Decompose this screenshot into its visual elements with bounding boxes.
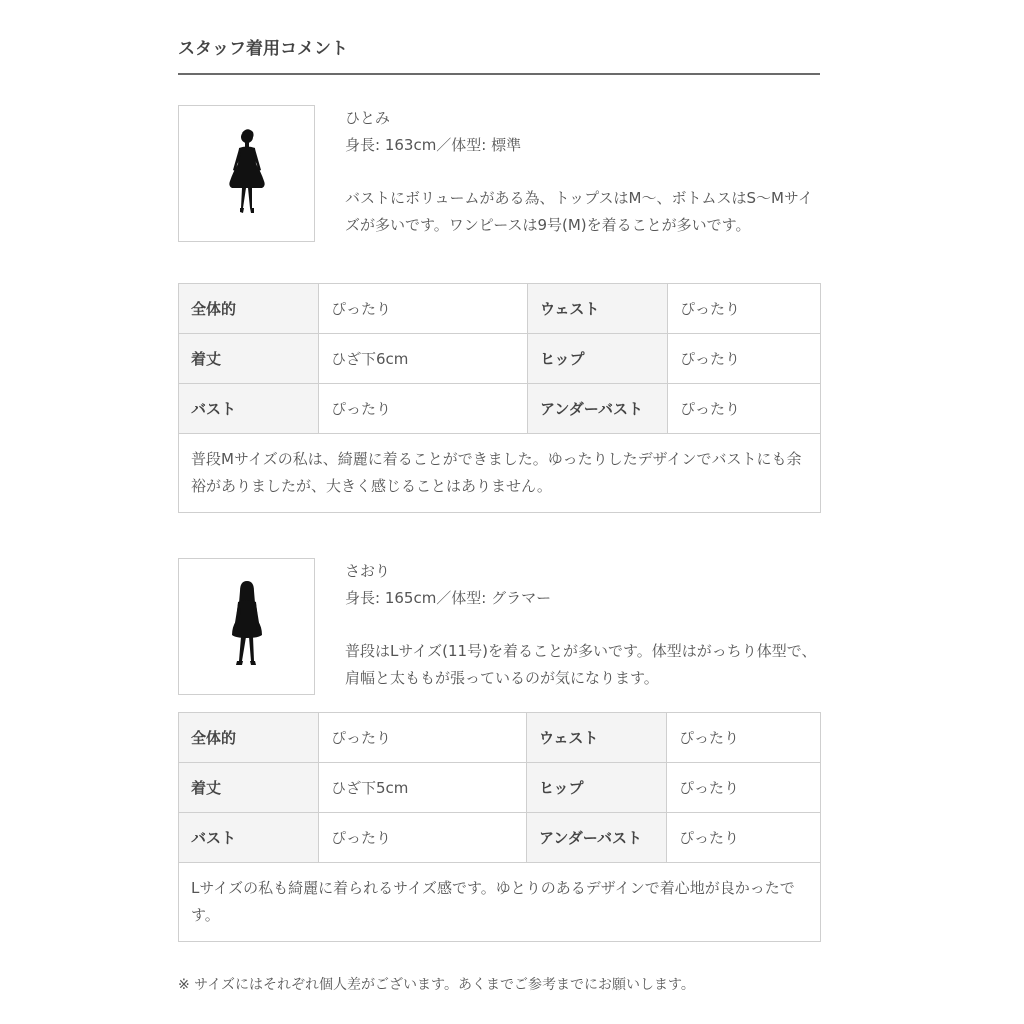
fit-value-length: ひざ下5cm <box>319 763 527 813</box>
fit-label-bust: バスト <box>179 813 319 863</box>
table-row <box>179 284 821 334</box>
staff-body-info: 身長: 165cm／体型: グラマー <box>345 589 552 607</box>
fit-label-bust: バスト <box>179 384 319 434</box>
fit-value-waist: ぴったり <box>668 284 821 334</box>
fit-value-hip: ぴったり <box>667 763 821 813</box>
fit-label-underbust: アンダーバスト <box>528 384 668 434</box>
staff-size-comment: バストにボリュームがある為、トップスはM〜、ボトムスはS〜Mサイズが多いです。ワンピースは9号(M)を着ることが多いです。 <box>345 189 813 234</box>
section-title: スタッフ着用コメント <box>178 39 348 59</box>
title-divider <box>178 73 820 75</box>
fit-value-overall: ぴったり <box>319 284 528 334</box>
table-row <box>179 863 821 942</box>
fit-label-length: 着丈 <box>179 334 319 384</box>
table-row <box>179 813 821 863</box>
fit-label-hip: ヒップ <box>528 334 668 384</box>
staff-entry-saori <box>178 558 820 958</box>
size-disclaimer: ※ サイズにはそれぞれ個人差がございます。あくまでご参考までにお願いします。 <box>178 977 695 993</box>
fit-value-underbust: ぴったり <box>667 813 821 863</box>
staff-name: ひとみ <box>345 109 391 127</box>
fit-label-waist: ウェスト <box>528 284 668 334</box>
woman-long-hair-silhouette-icon <box>222 577 272 677</box>
fit-label-waist: ウェスト <box>527 713 667 763</box>
fit-label-hip: ヒップ <box>527 763 667 813</box>
staff-name: さおり <box>345 562 391 580</box>
fit-note: 普段Mサイズの私は、綺麗に着ることができました。ゆったりしたデザインでバストにも余裕がありましたが、大きく感じることはありません。 <box>179 434 821 513</box>
fit-note: Lサイズの私も綺麗に着られるサイズ感です。ゆとりのあるデザインで着心地が良かったです。 <box>179 863 821 942</box>
staff-photo <box>178 558 315 695</box>
fit-label-overall: 全体的 <box>179 284 319 334</box>
fit-value-waist: ぴったり <box>667 713 821 763</box>
staff-size-comment: 普段はLサイズ(11号)を着ることが多いです。体型はがっちり体型で、肩幅と太ももが張っているのが気になります。 <box>345 642 817 687</box>
table-row <box>179 763 821 813</box>
table-row <box>179 434 821 513</box>
staff-profile <box>345 105 823 239</box>
staff-entry-hitomi <box>178 105 820 525</box>
table-row <box>179 713 821 763</box>
fit-table <box>178 712 821 942</box>
staff-photo <box>178 105 315 242</box>
fit-value-length: ひざ下6cm <box>319 334 528 384</box>
fit-table <box>178 283 821 513</box>
fit-label-overall: 全体的 <box>179 713 319 763</box>
table-row <box>179 384 821 434</box>
fit-value-overall: ぴったり <box>319 713 527 763</box>
fit-value-underbust: ぴったり <box>668 384 821 434</box>
fit-label-underbust: アンダーバスト <box>527 813 667 863</box>
staff-body-info: 身長: 163cm／体型: 標準 <box>345 136 522 154</box>
fit-value-bust: ぴったり <box>319 813 527 863</box>
table-row <box>179 334 821 384</box>
woman-flared-dress-silhouette-icon <box>217 124 277 224</box>
staff-profile <box>345 558 823 692</box>
fit-value-bust: ぴったり <box>319 384 528 434</box>
fit-label-length: 着丈 <box>179 763 319 813</box>
fit-value-hip: ぴったり <box>668 334 821 384</box>
